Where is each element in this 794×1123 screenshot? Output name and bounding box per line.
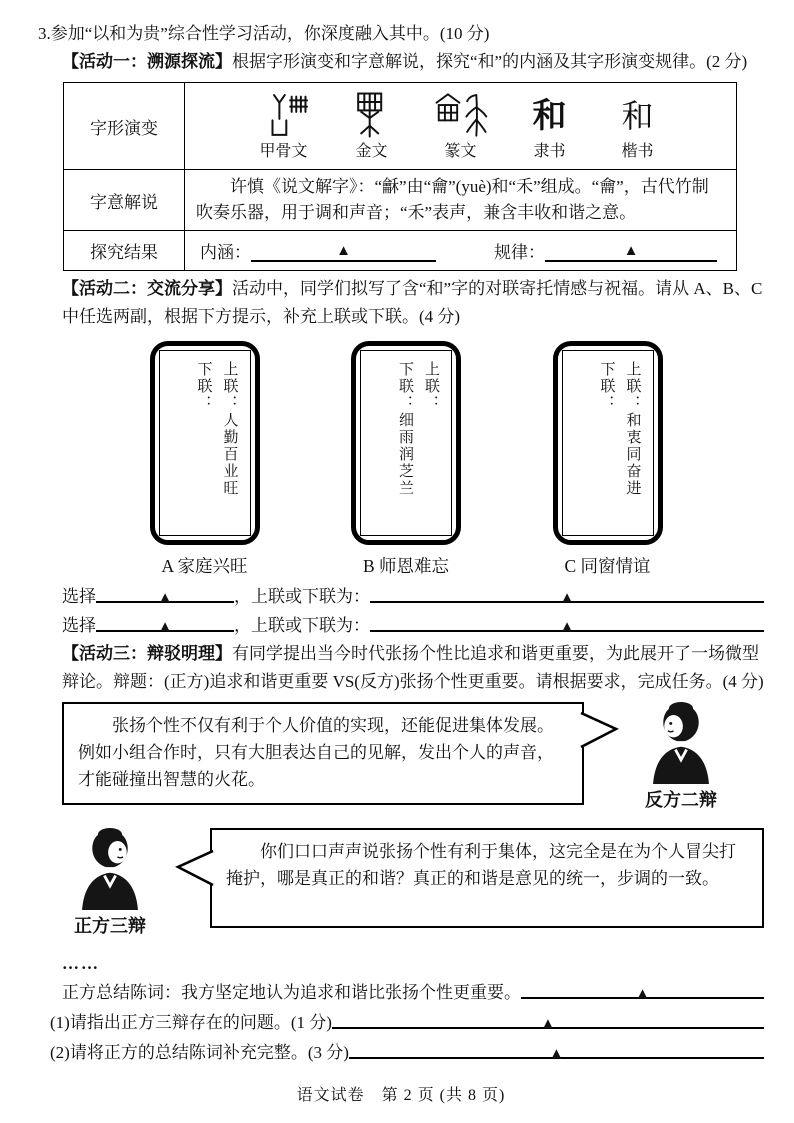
result-row [186, 232, 735, 269]
answer-blank [251, 240, 436, 262]
glyph-evolution-table [63, 82, 737, 271]
script-forms [186, 84, 735, 168]
debater-photo-icon [643, 702, 719, 784]
script-item [433, 90, 489, 164]
row-label-zixing: 字形演变 [64, 83, 185, 170]
activity3-title: 【活动三：辩驳明理】 [62, 644, 232, 663]
answer-blank [370, 611, 764, 635]
shanglian-text: 上联： [423, 361, 439, 412]
closing-statement-line [62, 978, 764, 1008]
selection-line-2: 选择 ▲ ，上联或下联为： ▲ [62, 611, 764, 640]
subquestion-2: (2)请将正方的总结陈词补充完整。(3 分) ▲ [50, 1038, 764, 1068]
couplet-scroll [351, 341, 461, 545]
answer-mark: ▲ [540, 1016, 556, 1032]
regular-script-glyph: 和 [621, 98, 654, 134]
script-label: 甲骨文 [259, 143, 308, 160]
xialian-text: 下联：细雨润芝兰 [397, 361, 413, 497]
clerical-script-glyph: 和 [532, 97, 567, 135]
xialian-text: 下联： [195, 361, 212, 412]
couplet-caption: C 同窗情谊 [564, 556, 651, 576]
script-label: 隶书 [533, 143, 566, 160]
question-number: 3. [38, 24, 51, 43]
couplet-row [58, 341, 754, 578]
speech-pointer-icon [580, 712, 620, 748]
shanglian-text: 上联：和衷同奋进 [624, 361, 641, 497]
row-label-tanjiu: 探究结果 [64, 231, 185, 271]
bubble2-text: 你们口口声声说张扬个性有利于集体，这完全是在为个人冒尖打掩护，哪是真正的和谐？真正的和谐是意见的统一，步调的一致。 [226, 842, 736, 888]
answer-blank [370, 582, 764, 606]
debate-bubble1-row [62, 702, 764, 812]
answer-mark: ▲ [635, 986, 650, 1002]
question-line [38, 20, 764, 48]
ellipsis: …… [62, 954, 100, 973]
answer-blank [332, 1008, 764, 1032]
speech-bubble [210, 828, 764, 928]
oracle-bone-glyph-icon [258, 90, 310, 138]
subquestion-1: (1)请指出正方三辩存在的问题。(1 分) ▲ [50, 1008, 764, 1038]
answer-blank [349, 1038, 764, 1062]
debater-name: 正方三辩 [74, 916, 146, 936]
debater-figure [62, 828, 158, 938]
couplet-c [553, 341, 663, 578]
row-label-ziyi: 字意解说 [64, 170, 185, 231]
activity1-title: 【活动一：溯源探流】 [62, 52, 232, 71]
couplet-a [150, 341, 260, 578]
couplet-caption: A 家庭兴旺 [161, 556, 248, 576]
guilv-label: 规律： [494, 243, 545, 262]
closing-text: 正方总结陈词：我方坚定地认为追求和谐比张扬个性更重要。 [62, 983, 521, 1002]
answer-mark: ▲ [559, 619, 575, 635]
script-label: 楷书 [621, 143, 654, 160]
script-item [611, 90, 665, 164]
speech-bubble [62, 702, 584, 805]
xialian-text: 下联： [598, 361, 615, 412]
answer-mark: ▲ [336, 242, 351, 259]
speech-pointer-icon [174, 850, 214, 886]
answer-blank [521, 978, 764, 1002]
selection-line-1: 选择 ▲ ，上联或下联为： ▲ [62, 582, 764, 611]
script-item [257, 90, 311, 164]
debater-figure [626, 702, 736, 812]
bubble1-text: 张扬个性不仅有利于个人价值的实现，还能促进集体发展。例如小组合作时，只有大胆表达自己的见解，发出个人的声音，才能碰撞出智慧的火花。 [78, 716, 554, 789]
seal-script-glyph-icon [433, 90, 489, 138]
answer-mark: ▲ [549, 1046, 564, 1062]
activity2-title: 【活动二：交流分享】 [62, 279, 232, 298]
answer-mark: ▲ [623, 242, 639, 259]
couplet-b [351, 341, 461, 578]
bronze-script-glyph-icon [347, 90, 397, 138]
page-footer: 语文试卷 第 2 页 (共 8 页) [296, 1087, 506, 1104]
answer-mark: ▲ [157, 619, 173, 635]
debate-bubble2-row [62, 828, 764, 938]
debater-name: 反方二辩 [645, 790, 717, 810]
couplet-scroll [150, 341, 260, 545]
neihan-label: 内涵： [200, 243, 251, 262]
couplet-caption: B 师恩难忘 [362, 556, 450, 576]
table-row [64, 170, 737, 231]
answer-blank [545, 240, 717, 262]
answer-mark: ▲ [157, 590, 173, 606]
shanglian-text: 上联：人勤百业旺 [221, 361, 238, 497]
script-label: 篆文 [444, 143, 477, 160]
activity3-intro: 【活动三：辩驳明理】有同学提出当今时代张扬个性比追求和谐更重要，为此展开了一场微型辩论。辩题：(正方)追求和谐更重要 VS(反方)张扬个性更重要。请根据要求，完成任务。(4 分) [62, 644, 764, 691]
activity1-intro: 【活动一：溯源探流】根据字形演变和字意解说，探究“和”的内涵及其字形演变规律。(2 分) [62, 52, 748, 71]
question-text: 参加“以和为贵”综合性学习活动，你深度融入其中。(10 分) [50, 24, 490, 43]
table-row [64, 83, 737, 170]
table-row [64, 231, 737, 271]
script-item [345, 90, 399, 164]
debater-photo-icon [72, 828, 148, 910]
answer-blank [96, 611, 234, 635]
script-label: 金文 [355, 143, 388, 160]
answer-blank [96, 582, 234, 606]
activity2-intro: 【活动二：交流分享】活动中，同学们拟写了含“和”字的对联寄托情感与祝福。请从 A、B、C 中任选两副，根据下方提示，补充上联或下联。(4 分) [62, 279, 763, 326]
couplet-scroll [553, 341, 663, 545]
explanation-text: 许慎《说文解字》：“龢”由“龠”(yuè)和“禾”组成。“龠”，古代竹制吹奏乐器，用于调和声音；“禾”表声，兼含丰收和谐之意。 [196, 177, 709, 222]
script-item [523, 90, 577, 164]
answer-mark: ▲ [559, 590, 575, 606]
